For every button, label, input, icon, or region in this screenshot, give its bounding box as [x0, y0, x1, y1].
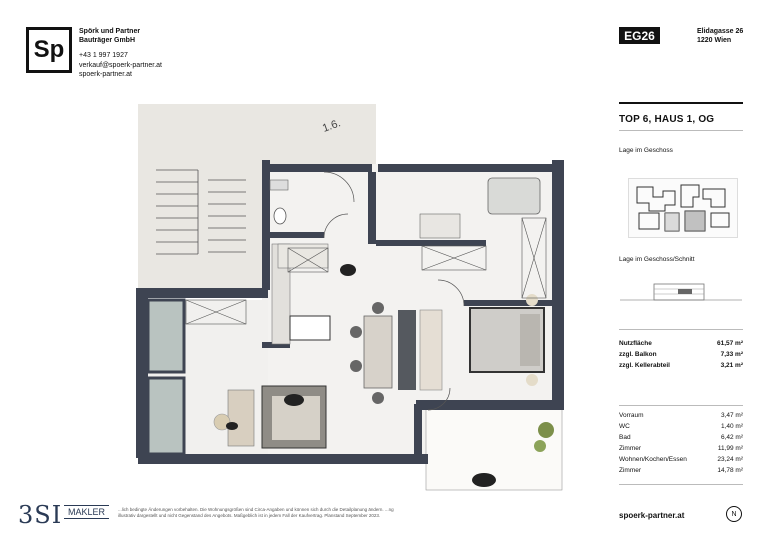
room-value: 23,24 m² [717, 456, 743, 463]
room-label: Zimmer [619, 467, 642, 474]
rooms-table [619, 410, 743, 476]
bathtub [488, 178, 540, 214]
summary-row [619, 349, 743, 360]
divider [619, 405, 743, 406]
disclaimer-note: ...lich bedingte Änderungen vorbehalten. Die Wohnungsgrößen sind Circa-Angaben und können sich durch die Detailplanung ändern. ...ng illustrativ dargestellt und nicht Gegenstand des Angebots. Maßgeblich ist in jedem Fall der Kaufvertrag. Planstand September 2023. [118, 507, 394, 518]
project-address [697, 27, 743, 45]
project-city: 1220 Wien [697, 37, 732, 44]
divider [619, 484, 743, 485]
divider [619, 329, 743, 330]
company-phone: +43 1 997 1927 [79, 52, 128, 59]
summary-row [619, 360, 743, 371]
room-label: Zimmer [619, 445, 642, 452]
room-label: Bad [619, 434, 631, 441]
room-value: 11,99 m² [717, 445, 743, 452]
company-contact [79, 51, 219, 80]
summary-label: zzgl. Kellerabteil [619, 362, 670, 369]
unit-title: TOP 6, HAUS 1, OG [619, 114, 715, 125]
room-row [619, 421, 743, 432]
makler-logo: 3SI [18, 501, 63, 529]
website-link[interactable]: spoerk-partner.at [619, 511, 685, 520]
plant-icon [538, 422, 554, 438]
room-row [619, 410, 743, 421]
floor-plan [128, 104, 568, 496]
room-value: 1,40 m² [720, 423, 743, 430]
cat-icon [340, 264, 356, 276]
window [148, 300, 184, 372]
floor-position-map [628, 178, 738, 238]
lage-schnitt-label: Lage im Geschoss/Schnitt [619, 256, 695, 263]
room-label: Wohnen/Kochen/Essen [619, 456, 687, 463]
room-row [619, 465, 743, 476]
room-row [619, 432, 743, 443]
company-name-line1: Spörk und Partner [79, 28, 141, 35]
room-row [619, 443, 743, 454]
room-value: 6,42 m² [720, 434, 743, 441]
dining-table [364, 316, 392, 388]
makler-label: MAKLER [64, 505, 109, 519]
lage-geschoss-label: Lage im Geschoss [619, 147, 673, 154]
divider [619, 130, 743, 131]
oven [290, 316, 330, 340]
summary-table [619, 338, 743, 371]
window [148, 378, 184, 454]
room-label: Vorraum [619, 412, 644, 419]
summary-value: 7,33 m² [720, 351, 743, 358]
company-name [79, 27, 199, 45]
company-logo: Sp [26, 27, 72, 73]
section-position-map [620, 280, 742, 304]
summary-label: Nutzfläche [619, 340, 652, 347]
room-label: WC [619, 423, 630, 430]
project-street: Elidagasse 26 [697, 28, 744, 35]
bench [398, 310, 416, 390]
room-row [619, 454, 743, 465]
room-value: 3,47 m² [720, 412, 743, 419]
plan-annotation: 1.6. [320, 117, 343, 135]
toilet [274, 208, 286, 224]
room-value: 14,78 m² [717, 467, 743, 474]
summary-row [619, 338, 743, 349]
north-arrow-icon: N [726, 506, 742, 522]
company-email: verkauf@spoerk-partner.at [79, 61, 162, 69]
cat-icon [472, 473, 496, 487]
summary-value: 3,21 m² [720, 362, 743, 369]
washbasin [420, 214, 460, 238]
summary-label: zzgl. Balkon [619, 351, 657, 358]
company-web: spoerk-partner.at [79, 71, 132, 78]
summary-value: 61,57 m² [716, 340, 743, 347]
project-badge: EG26 [619, 27, 660, 44]
side-table [228, 390, 254, 446]
divider [619, 102, 743, 104]
company-name-line2: Bauträger GmbH [79, 37, 136, 44]
